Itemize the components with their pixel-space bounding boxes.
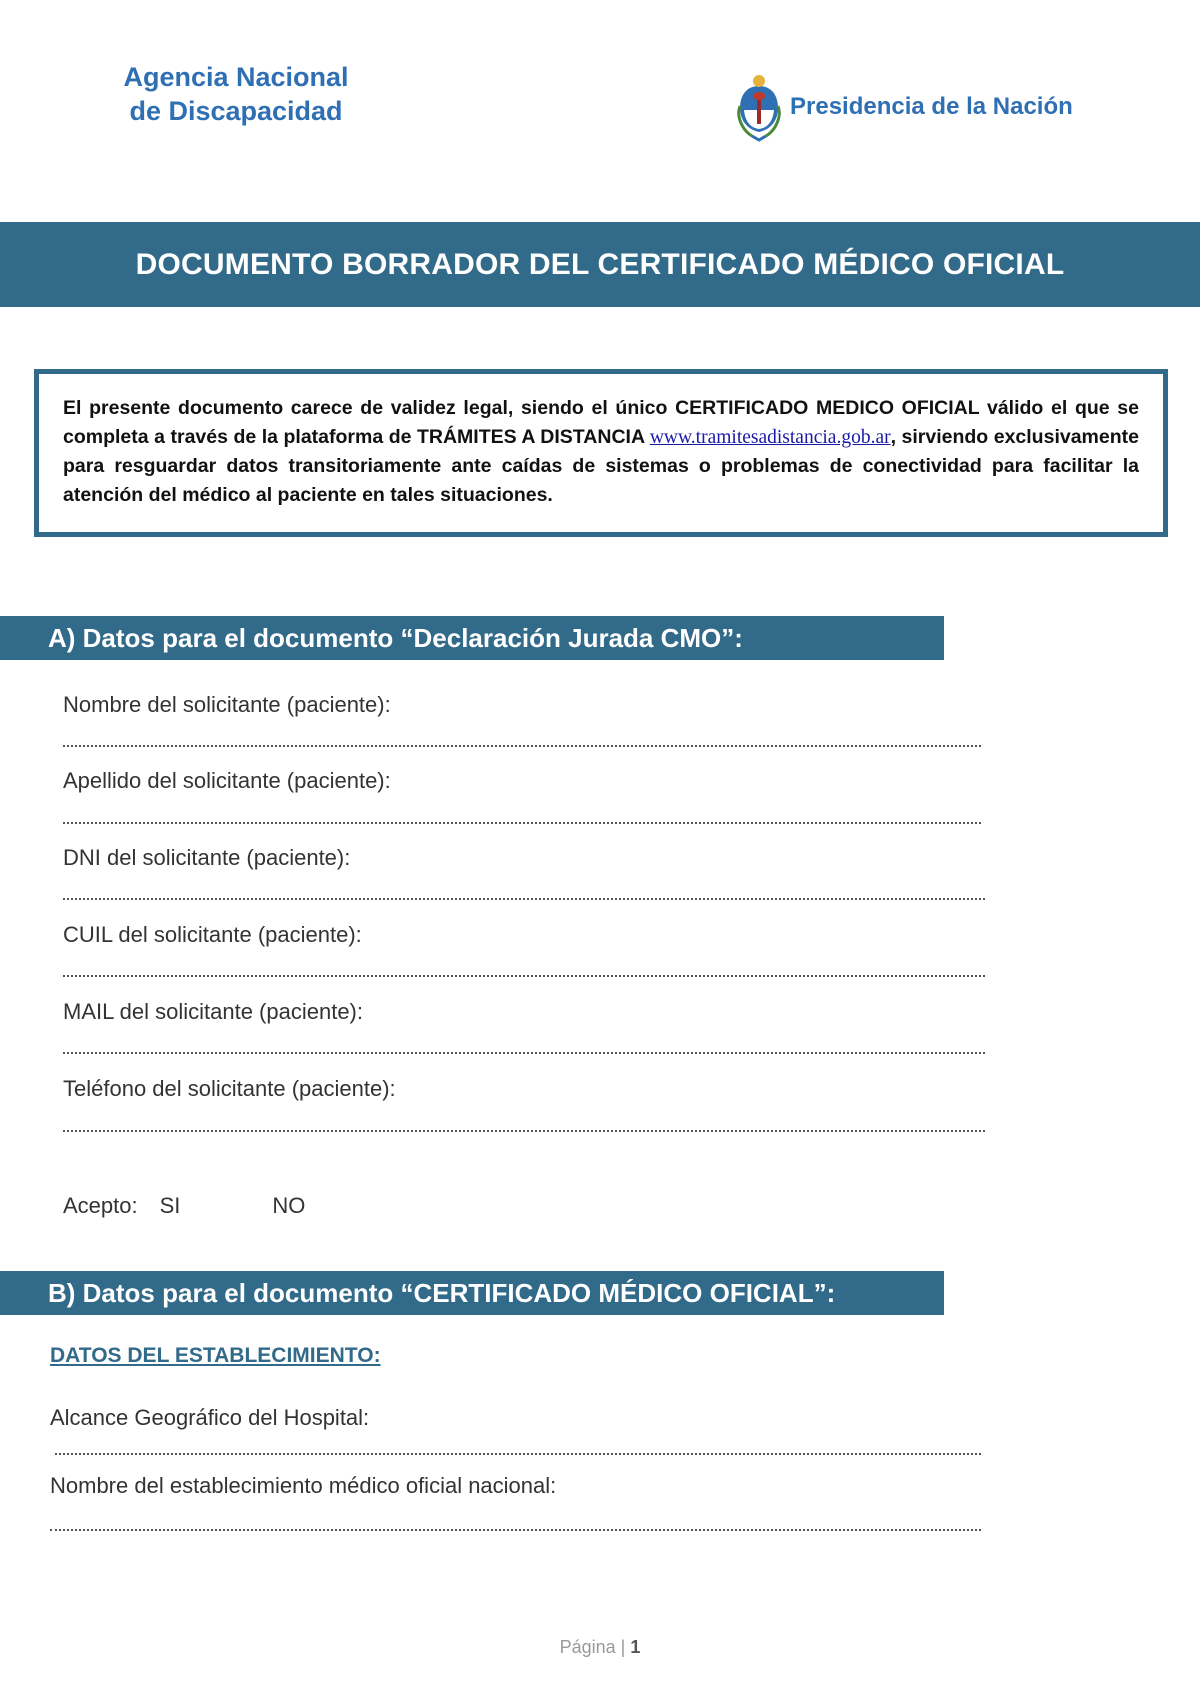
section-a-header <box>0 616 944 660</box>
legal-notice-box <box>34 369 1168 537</box>
legal-notice-text <box>63 394 1139 510</box>
field-line-dni[interactable] <box>63 898 985 900</box>
section-b-title: B) Datos para el documento “CERTIFICADO MÉDICO OFICIAL”: <box>48 1277 836 1308</box>
field-label-establecimiento: Nombre del establecimiento médico oficial nacional: <box>50 1473 557 1498</box>
agency-name-line1: Agencia Nacional <box>123 62 349 92</box>
field-line-nombre[interactable] <box>63 745 981 747</box>
field-label-dni: DNI del solicitante (paciente): <box>63 845 351 870</box>
field-label-mail: MAIL del solicitante (paciente): <box>63 999 363 1024</box>
accept-label: Acepto: <box>63 1193 138 1218</box>
field-line-mail[interactable] <box>63 1052 985 1054</box>
section-a-title: A) Datos para el documento “Declaración Jurada CMO”: <box>48 622 743 653</box>
presidency-name: Presidencia de la Nación <box>790 93 1073 120</box>
document-title: DOCUMENTO BORRADOR DEL CERTIFICADO MÉDICO OFICIAL <box>135 247 1065 281</box>
field-label-cuil: CUIL del solicitante (paciente): <box>63 922 362 947</box>
accept-no-option[interactable]: NO <box>272 1193 306 1218</box>
agency-logo <box>108 60 364 128</box>
field-line-alcance[interactable] <box>55 1453 981 1455</box>
notice-text-part1: El presente documento carece de validez legal, siendo el único CERTIFICADO MEDICO OFICIAL válido el que se completa a través de la plataforma de TRÁMITES A DISTANCIA <box>63 397 1139 448</box>
field-line-telefono[interactable] <box>63 1130 985 1132</box>
accept-yes-option[interactable]: SI <box>159 1193 181 1218</box>
section-b-header <box>0 1271 944 1315</box>
field-line-cuil[interactable] <box>63 975 985 977</box>
presidency-logo <box>736 72 1073 142</box>
field-line-apellido[interactable] <box>63 822 981 824</box>
page-number: 1 <box>630 1637 641 1657</box>
title-banner <box>0 222 1200 307</box>
notice-text-part2: , sirviendo exclusivamente para resguardar datos transitoriamente ante caídas de sistemas o problemas de conectividad para facilitar la atención del médico al paciente en tales situaciones. <box>63 426 1139 506</box>
agency-name-line2: de Discapacidad <box>129 96 343 126</box>
page-label: Página | <box>559 1637 631 1657</box>
field-label-telefono: Teléfono del solicitante (paciente): <box>63 1076 396 1101</box>
tramites-link[interactable]: www.tramitesadistancia.gob.ar <box>649 427 891 448</box>
field-line-establecimiento[interactable] <box>50 1529 981 1531</box>
page-footer <box>0 1637 1200 1658</box>
field-label-alcance: Alcance Geográfico del Hospital: <box>50 1405 370 1430</box>
establishment-subheading: DATOS DEL ESTABLECIMIENTO: <box>50 1344 381 1367</box>
field-label-apellido: Apellido del solicitante (paciente): <box>63 768 391 793</box>
field-label-nombre: Nombre del solicitante (paciente): <box>63 692 391 717</box>
coat-of-arms-icon <box>736 72 782 142</box>
accept-row <box>63 1193 305 1219</box>
